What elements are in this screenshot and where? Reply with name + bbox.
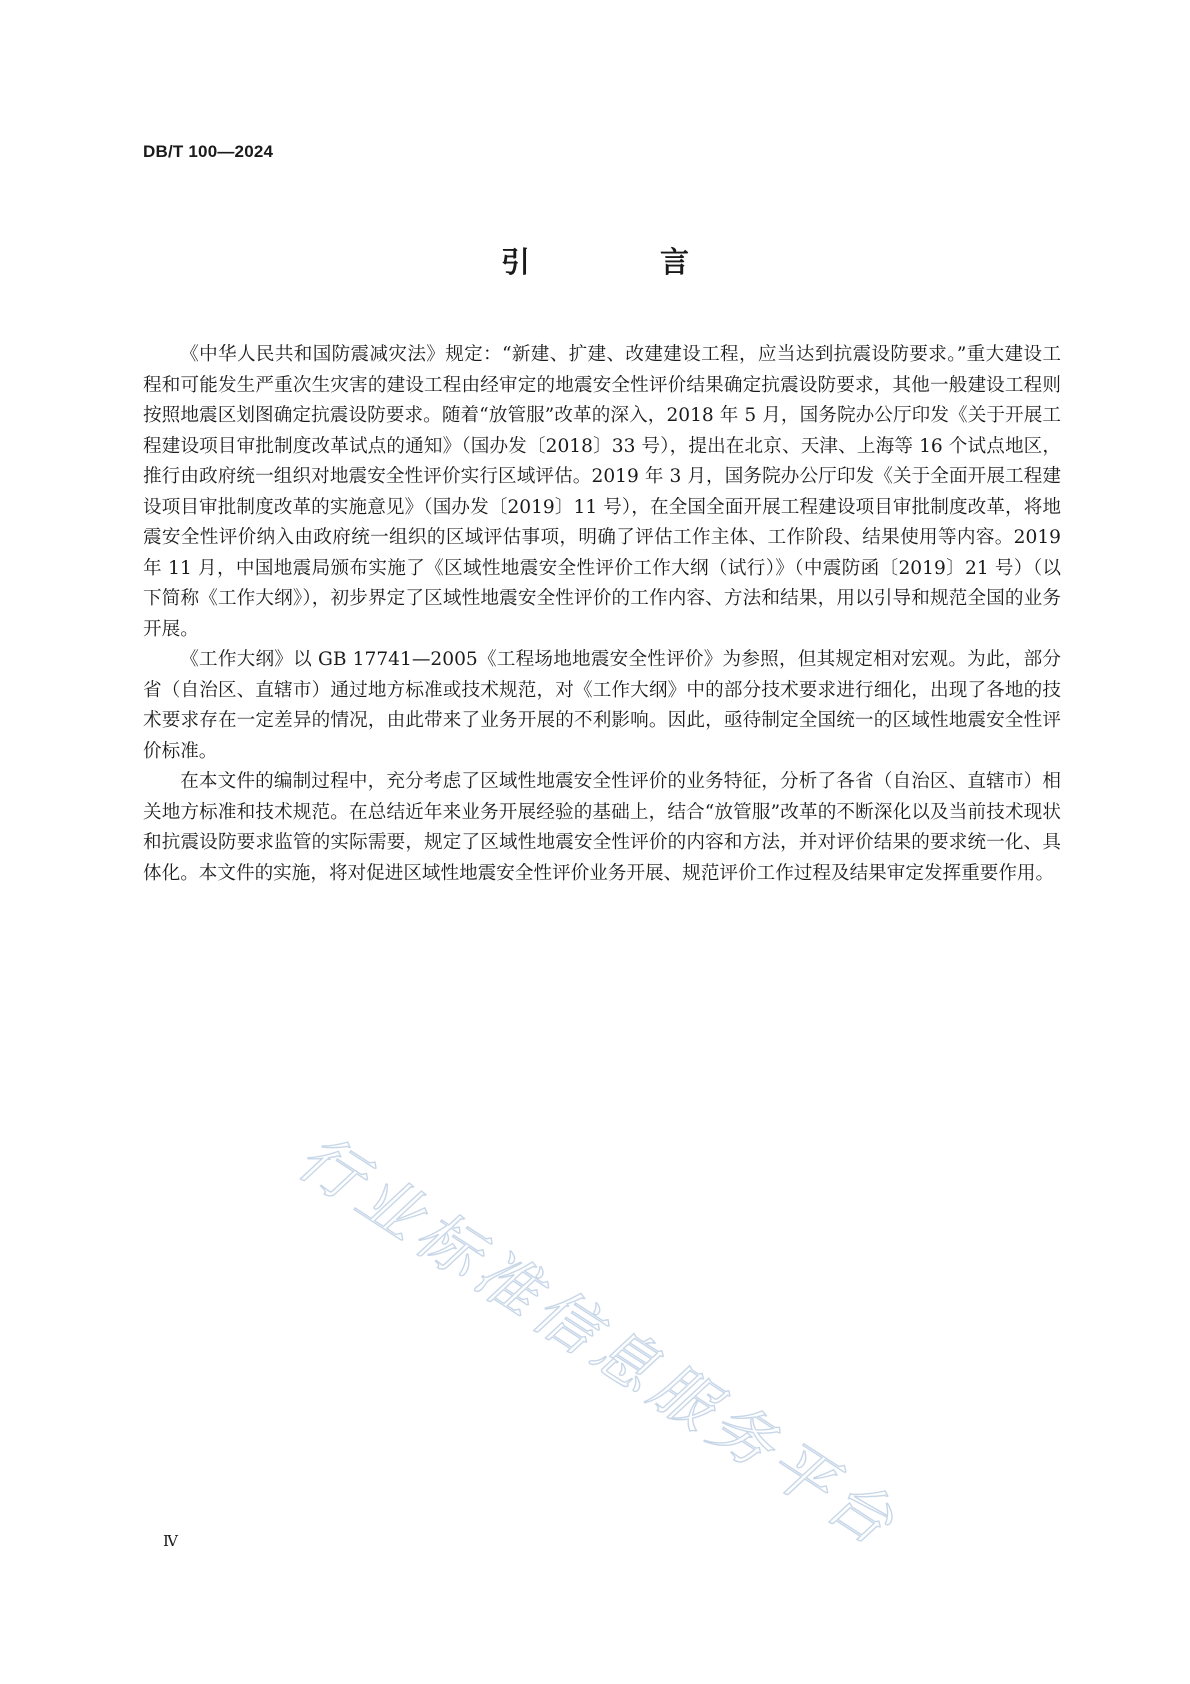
document-code: DB/T 100—2024 (143, 142, 274, 161)
page-title: 引 言 (500, 245, 750, 279)
paragraph-1: 《中华人民共和国防震减灾法》规定：“新建、扩建、改建建设工程，应当达到抗震设防要求。”重大建设工程和可能发生严重次生灾害的建设工程由经审定的地震安全性评价结果确定抗震设防要求，其他一般建设工程则按照地震区划图确定抗震设防要求。随着“放管服”改革的深入，2018 年 5 月，国务院办公厅印发《关于开展工程建设项目审批制度改革试点的通知》（国办发〔2018〕33 号），提出在北京、天津、上海等 16 个试点地区，推行由政府统一组织对地震安全性评价实行区域评估。2019 年 3 月，国务院办公厅印发《关于全面开展工程建设项目审批制度改革的实施意见》（国办发〔2019〕11 号），在全国全面开展工程建设项目审批制度改革，将地震安全性评价纳入由政府统一组织的区域评估事项，明确了评估工作主体、工作阶段、结果使用等内容。2019 年 11 月，中国地震局颁布实施了《区域性地震安全性评价工作大纲（试行）》（中震防函〔2019〕21 号）（以下简称《工作大纲》），初步界定了区域性地震安全性评价的工作内容、方法和结果，用以引导和规范全国的业务开展。 (143, 344, 1061, 640)
introduction-body (143, 340, 1061, 889)
paragraph-3: 在本文件的编制过程中，充分考虑了区域性地震安全性评价的业务特征，分析了各省（自治区、直辖市）相关地方标准和技术规范。在总结近年来业务开展经验的基础上，结合“放管服”改革的不断深化以及当前技术现状和抗震设防要求监管的实际需要，规定了区域性地震安全性评价的内容和方法，并对评价结果的要求统一化、具体化。本文件的实施，将对促进区域性地震安全性评价业务开展、规范评价工作过程及结果审定发挥重要作用。 (143, 771, 1061, 884)
watermark: 行业标准信息服务平台 (285, 1120, 913, 1563)
paragraph-2: 《工作大纲》以 GB 17741—2005《工程场地地震安全性评价》为参照，但其规定相对宏观。为此，部分省（自治区、直辖市）通过地方标准或技术规范，对《工作大纲》中的部分技术要求进行细化，出现了各地的技术要求存在一定差异的情况，由此带来了业务开展的不利影响。因此，亟待制定全国统一的区域性地震安全性评价标准。 (143, 649, 1061, 762)
page-number: Ⅳ (163, 1532, 178, 1550)
